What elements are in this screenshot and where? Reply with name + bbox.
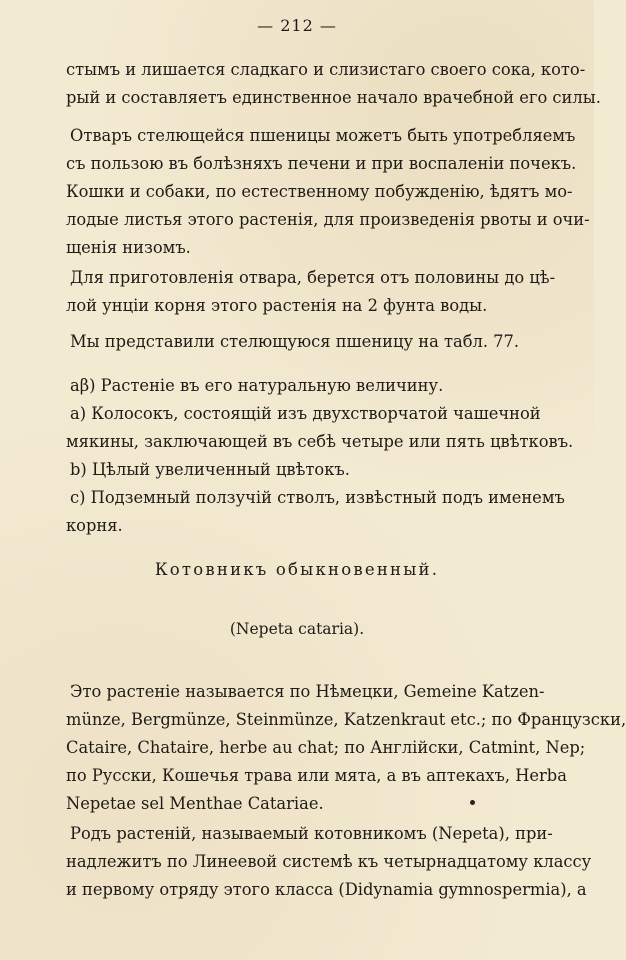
text-line: лой унціи корня этого растенія на 2 фунта воды.	[66, 296, 488, 315]
text-line: по Русски, Кошечья трава или мята, а въ аптекахъ, Herba	[66, 766, 567, 785]
figure-legend	[66, 372, 574, 540]
text-line: Родъ растеній, называемый котовникомъ (Nepeta), при-	[70, 824, 553, 843]
paragraph-decoction-use	[66, 122, 590, 262]
page-number: — 212 —	[257, 16, 337, 35]
text-line: щенія низомъ.	[66, 238, 191, 257]
ink-dot	[470, 800, 475, 805]
text-line: корня.	[66, 516, 123, 535]
text-line: Отваръ стелющейся пшеницы можетъ быть употребляемъ	[70, 126, 576, 145]
text-line: Для приготовленія отвара, берется отъ половины до цѣ-	[70, 268, 556, 287]
text-line: и первому отряду этого класса (Didynamia gymnospermia), а	[66, 880, 587, 899]
legend-item: а) Колосокъ, состоящій изъ двухстворчатой чашечной	[70, 404, 541, 423]
text-line: Nepetae sel Menthae Catariae.	[66, 794, 324, 813]
text-line: надлежитъ по Линеевой системѣ къ четырнадцатому классу	[66, 852, 592, 871]
text-line: рый и составляетъ единственное начало врачебной его силы.	[66, 88, 601, 107]
latin-name: (Nepeta cataria).	[229, 620, 365, 638]
text-line: Мы представили стелющуюся пшеницу на табл. 77.	[70, 332, 520, 351]
text-line: стымъ и лишается сладкаго и слизистаго своего сока, кото-	[66, 60, 586, 79]
paragraph-continuation	[66, 56, 601, 112]
legend-item: аβ) Растеніе въ его натуральную величину.	[70, 376, 444, 395]
text-line: Это растеніе называется по Нѣмецки, Gemeine Katzen-	[70, 682, 545, 701]
text-line: мякины, заключающей въ себѣ четыре или пять цвѣтковъ.	[66, 432, 574, 451]
legend-item: b) Цѣлый увеличенный цвѣтокъ.	[70, 460, 350, 479]
section-title: Котовникъ обыкновенный.	[154, 560, 440, 579]
paragraph-preparation	[66, 264, 556, 320]
paragraph-plate-reference	[66, 328, 536, 356]
text-line: Cataire, Chataire, herbe au chat; по Англійски, Catmint, Nep;	[66, 738, 586, 757]
text-line: съ пользою въ болѣзняхъ печени и при воспаленіи почекъ.	[66, 154, 577, 173]
legend-item: c) Подземный ползучій стволъ, извѣстный подъ именемъ	[70, 488, 565, 507]
text-line: Кошки и собаки, по естественному побужденію, ѣдятъ мо-	[66, 182, 573, 201]
text-line: лодые листья этого растенія, для произведенія рвоты и очи-	[66, 210, 590, 229]
paragraph-genus	[66, 820, 592, 904]
text-line: münze, Bergmünze, Steinmünze, Katzenkraut etc.; по Французски,	[66, 710, 626, 729]
paragraph-names	[66, 678, 626, 818]
